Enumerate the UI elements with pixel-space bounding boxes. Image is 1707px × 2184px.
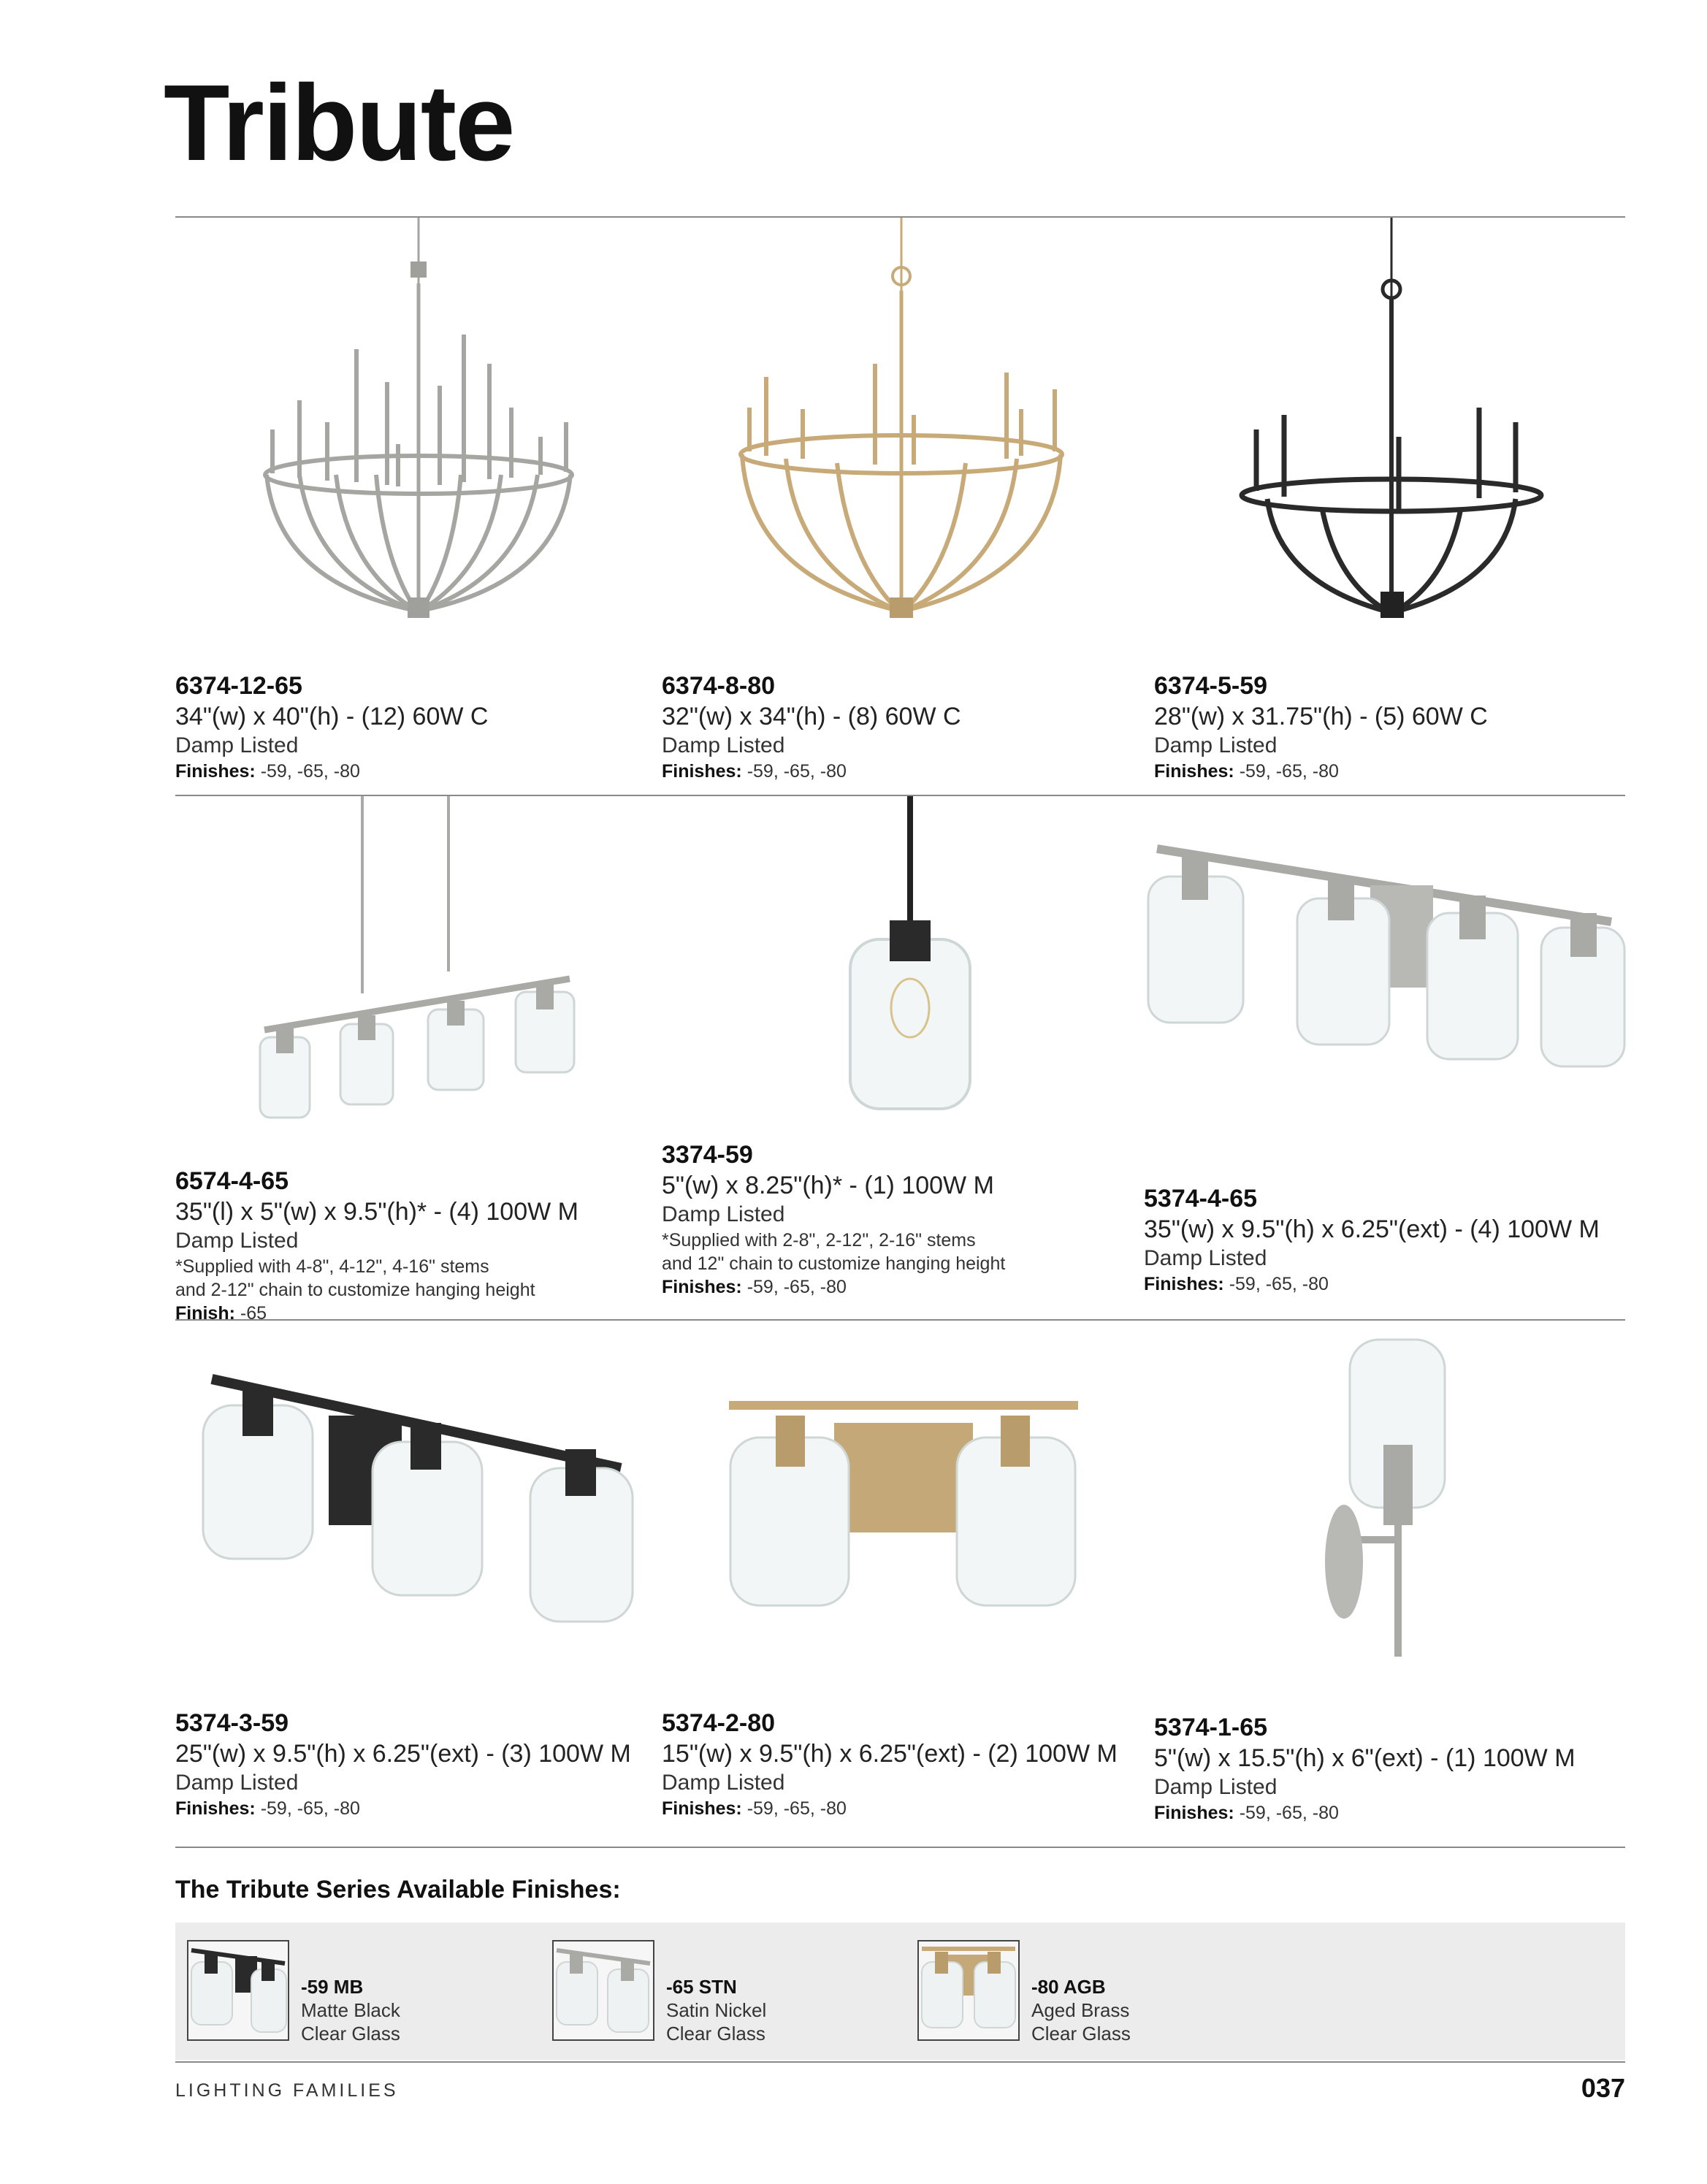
- product-rating: Damp Listed: [175, 733, 299, 757]
- finishes-values: -59, -65, -80: [746, 1277, 847, 1297]
- product-card: [1144, 796, 1655, 1307]
- finishes-values: -59, -65, -80: [260, 1798, 360, 1819]
- chandelier-8-light-illustration: [728, 218, 1093, 627]
- page-title: Tribute: [164, 63, 514, 183]
- finishes-label: Finishes:: [175, 1798, 256, 1819]
- product-card: [1154, 218, 1665, 780]
- finishes-values: -59, -65, -80: [746, 761, 847, 782]
- product-card: [175, 218, 687, 780]
- product-note: *Supplied with 4-8", 4-12", 4-16" stems: [175, 1256, 489, 1277]
- finish-swatch-image: [917, 1940, 1020, 2041]
- product-card: [1154, 1321, 1665, 1832]
- product-sku: 5374-3-59: [175, 1709, 289, 1737]
- chandelier-12-light-illustration: [248, 218, 614, 627]
- vanity-3-light-illustration: [197, 1372, 635, 1635]
- product-image: [197, 1372, 635, 1635]
- finishes-label: Finish:: [175, 1303, 235, 1324]
- product-rating: Damp Listed: [662, 1202, 785, 1226]
- product-note: *Supplied with 2-8", 2-12", 2-16" stems: [662, 1230, 976, 1251]
- product-rating: Damp Listed: [175, 1229, 299, 1253]
- finishes-label: Finishes:: [662, 1277, 742, 1297]
- mini-pendant-illustration: [837, 796, 983, 1118]
- product-image: [248, 218, 614, 627]
- finish-code: -59 MB: [301, 1976, 364, 1998]
- page-number: 037: [1581, 2073, 1625, 2103]
- product-image: [1315, 1335, 1461, 1671]
- product-sku: 6374-8-80: [662, 672, 776, 700]
- finishes-label: Finishes:: [1154, 761, 1234, 782]
- finish-item-matte-black: [187, 1940, 479, 2042]
- finishes-values: -59, -65, -80: [1239, 761, 1339, 782]
- product-rating: Damp Listed: [662, 733, 785, 757]
- product-sku: 3374-59: [662, 1141, 753, 1169]
- finish-glass: Clear Glass: [1031, 2023, 1131, 2044]
- product-finishes: [1154, 1801, 1576, 1825]
- finishes-label: Finishes:: [1154, 1803, 1234, 1823]
- product-finishes: [1144, 1272, 1600, 1296]
- product-note: and 12" chain to customize hanging height: [662, 1253, 1006, 1274]
- finish-glass: Clear Glass: [301, 2023, 400, 2044]
- product-card: [662, 218, 1173, 780]
- product-sku: 5374-4-65: [1144, 1185, 1258, 1213]
- product-sku: 5374-2-80: [662, 1709, 776, 1737]
- product-dimensions: 34"(w) x 40"(h) - (12) 60W C: [175, 703, 489, 730]
- series-finishes-title: The Tribute Series Available Finishes:: [175, 1876, 621, 1904]
- product-dimensions: 35"(w) x 9.5"(h) x 6.25"(ext) - (4) 100W M: [1144, 1215, 1600, 1243]
- product-dimensions: 25"(w) x 9.5"(h) x 6.25"(ext) - (3) 100W M: [175, 1740, 631, 1768]
- finish-bar: [175, 1923, 1625, 2060]
- product-sku: 6374-12-65: [175, 672, 302, 700]
- footer-section-label: LIGHTING FAMILIES: [175, 2080, 399, 2101]
- finish-glass: Clear Glass: [666, 2023, 765, 2044]
- divider: [175, 1847, 1625, 1848]
- product-finishes: [175, 1797, 631, 1820]
- finish-item-aged-brass: [917, 1940, 1210, 2042]
- finish-item-satin-nickel: [552, 1940, 844, 2042]
- product-image: [256, 796, 584, 1132]
- finish-code: -65 STN: [666, 1976, 737, 1998]
- product-image: [1234, 218, 1556, 627]
- finish-name: Matte Black: [301, 1999, 400, 2021]
- finish-name: Aged Brass: [1031, 1999, 1130, 2021]
- product-finishes: [662, 1797, 1118, 1820]
- product-card: [662, 796, 1173, 1307]
- product-dimensions: 35"(l) x 5"(w) x 9.5"(h)* - (4) 100W M: [175, 1198, 578, 1226]
- wall-sconce-illustration: [1315, 1335, 1461, 1671]
- finish-swatch-image: [187, 1940, 289, 2041]
- finishes-label: Finishes:: [1144, 1274, 1224, 1294]
- vanity-2-light-illustration: [725, 1394, 1082, 1627]
- product-dimensions: 5"(w) x 8.25"(h)* - (1) 100W M: [662, 1172, 994, 1199]
- product-finishes: [662, 1275, 1005, 1299]
- product-card: [175, 796, 687, 1324]
- finish-swatch-image: [552, 1940, 654, 2041]
- product-image: [728, 218, 1093, 627]
- finishes-label: Finishes:: [662, 761, 742, 782]
- product-sku: 6374-5-59: [1154, 672, 1268, 700]
- finishes-label: Finishes:: [662, 1798, 742, 1819]
- vanity-4-light-illustration: [1144, 833, 1626, 1125]
- product-dimensions: 5"(w) x 15.5"(h) x 6"(ext) - (1) 100W M: [1154, 1744, 1576, 1772]
- product-dimensions: 32"(w) x 34"(h) - (8) 60W C: [662, 703, 961, 730]
- product-finishes: [662, 760, 961, 783]
- product-note: and 2-12" chain to customize hanging height: [175, 1280, 535, 1300]
- chandelier-5-light-illustration: [1234, 218, 1556, 627]
- product-dimensions: 28"(w) x 31.75"(h) - (5) 60W C: [1154, 703, 1488, 730]
- product-rating: Damp Listed: [662, 1771, 785, 1795]
- product-image: [1144, 833, 1626, 1125]
- finish-code: -80 AGB: [1031, 1976, 1106, 1998]
- finishes-values: -59, -65, -80: [260, 761, 360, 782]
- product-finishes: [175, 760, 488, 783]
- product-card: [662, 1321, 1173, 1832]
- finish-name: Satin Nickel: [666, 1999, 767, 2021]
- finishes-values: -59, -65, -80: [1239, 1803, 1339, 1823]
- product-card: [175, 1321, 687, 1832]
- product-rating: Damp Listed: [1154, 733, 1278, 757]
- finishes-values: -59, -65, -80: [1229, 1274, 1329, 1294]
- finishes-values: -65: [240, 1303, 267, 1324]
- product-rating: Damp Listed: [1154, 1775, 1278, 1799]
- product-image: [837, 796, 983, 1118]
- divider: [175, 2061, 1625, 2063]
- product-sku: 6574-4-65: [175, 1167, 289, 1195]
- product-dimensions: 15"(w) x 9.5"(h) x 6.25"(ext) - (2) 100W M: [662, 1740, 1118, 1768]
- finishes-values: -59, -65, -80: [746, 1798, 847, 1819]
- linear-pendant-illustration: [256, 796, 584, 1132]
- finishes-label: Finishes:: [175, 761, 256, 782]
- product-finishes: [1154, 760, 1488, 783]
- product-sku: 5374-1-65: [1154, 1714, 1268, 1741]
- product-rating: Damp Listed: [1144, 1246, 1267, 1270]
- product-image: [725, 1394, 1082, 1627]
- product-rating: Damp Listed: [175, 1771, 299, 1795]
